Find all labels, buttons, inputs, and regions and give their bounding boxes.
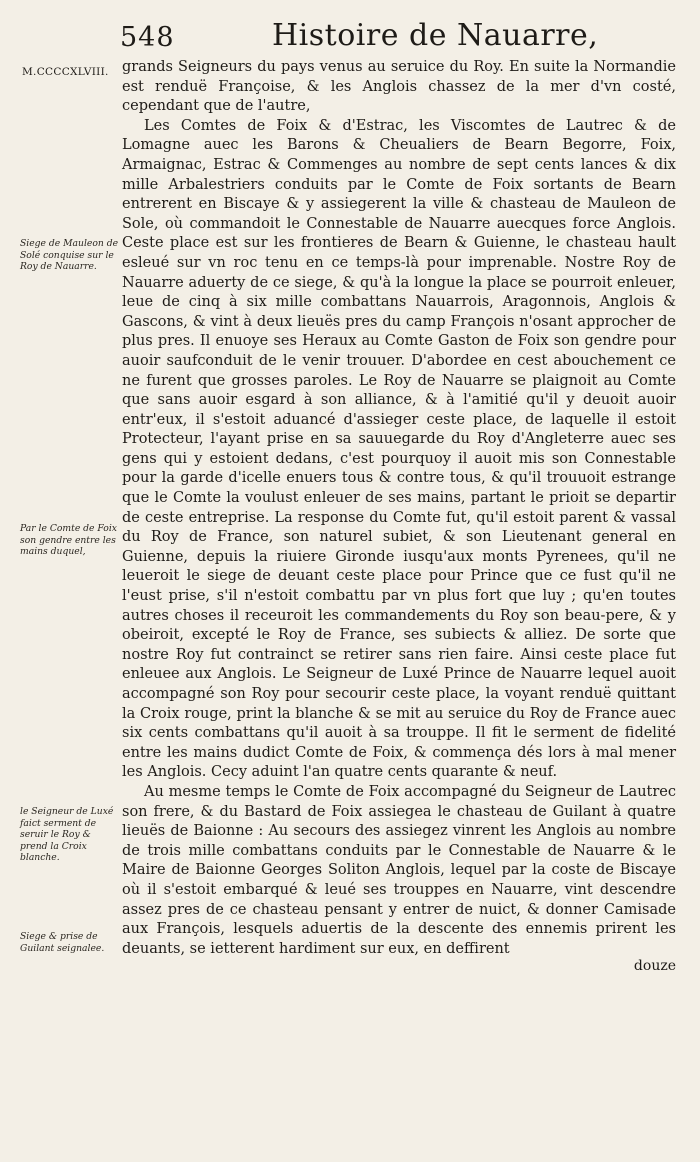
body-text <box>122 58 676 977</box>
paragraph-2: Les Comtes de Foix & d'Estrac, les Viscomtes de Lautrec & de Lomagne auec les Barons & Cheualiers de Bearn Begorre, Foix, Armaignac, Estrac & Commenges au nombre de sept cents lances & dix mille Arbalestriers conduits par le Comte de Foix sortants de Bearn entrerent en Biscaye & y assiegerent la ville & chasteau de Mauleon de Sole, où commandoit le Connestable de Nauarre auecques force Anglois. Ceste place est sur les frontieres de Bearn & Guienne, le chasteau hault esleué sur vn roc tenu en ce temps-là pour imprenable. Nostre Roy de Nauarre aduerty de ce siege, & qu'à la longue la place se pourroit enleuer, leue de cinq à six mille combattans Nauarrois, Aragonnois, Anglois & Gascons, & vint à deux lieuës pres du camp François n'osant approcher de plus pres. Il enuoye ses Heraux au Comte Gaston de Foix son gendre pour auoir saufconduit de le venir trouuer. D'abordee en cest abouchement ce ne furent que grosses paroles. Le Roy de Nauarre se plaignoit au Comte que sans auoir esgard à son alliance, & à l'amitié qu'il y deuoit auoir entr'eux, il s'estoit aduancé d'assieger ceste place, de laquelle il estoit Protecteur, l'ayant prise en sa sauuegarde du Roy d'Angleterre auec ses gens qui y estoient dedans, c'est pourquoy il auoit mis son Connestable pour la garde d'icelle enuers tous & contre tous, & qu'il trouuoit estrange que le Comte la voulust enleuer de ses mains, partant le prioit se departir de ceste entreprise. La response du Comte fut, qu'il estoit parent & vassal du Roy de France, son naturel subiet, & son Lieutenant general en Guienne, depuis la riuiere Gironde iusqu'aux monts Pyrenees, qu'il ne leueroit le siege de deuant ceste place pour Prince que ce fust qu'il ne l'eust prise, s'il n'estoit combattu par vn plus fort que luy ; qu'en toutes autres choses il receuroit les commandements du Roy son beau-pere, & y obeiroit, excepté le Roy de France, ses subiects & alliez. De sorte que nostre Roy fut contrainct se retirer sans rien faire. Ainsi ceste place fut enleuee aux Anglois. Le Seigneur de Luxé Prince de Nauarre lequel auoit accompagné son Roy pour secourir ceste place, la voyant renduë quittant la Croix rouge, print la blanche & se mit au seruice du Roy de France auec six cents combattans qu'il auoit à sa trouppe. Il fit le serment de fidelité entre les mains dudict Comte de Foix, & commença dés lors à mal mener les Anglois. Cecy aduint l'an quatre cents quarante & neuf. <box>122 117 676 781</box>
catchword: douze <box>633 958 676 975</box>
paragraph-3: Au mesme temps le Comte de Foix accompagné du Seigneur de Lautrec son frere, & du Bastard de Foix assiegea le chasteau de Guilant à quatre lieuës de Baionne : Au secours des assiegez vinrent les Anglois au nombre de trois mille combattans conduits par le Connestable de Nauarre & le Maire de Baionne Georges Soliton Anglois, lequel par la coste de Biscaye où il s'estoit embarqué & leué ses trouppes en Nauarre, vint descendre assez pres de ce chasteau pensant y entrer de nuict, & donner Camisade aux François, lesquels aduertis de la descente des ennemis prirent les deuants, se ietterent hardiment sur eux, en deffirent <box>122 783 676 957</box>
margin-note-seigneur-de-luxe: le Seigneur de Luxé faict serment de seruir le Roy & prend la Croix blanche. <box>20 806 114 864</box>
page-number: 548 <box>120 22 175 53</box>
margin-note-comte-de-foix: Par le Comte de Foix son gendre entre les mains duquel, <box>20 523 117 558</box>
running-title: Histoire de Nauarre, <box>272 18 599 53</box>
year-margin-note: M.CCCCXLVIII. <box>22 66 109 78</box>
paragraph-1: grands Seigneurs du pays venus au seruice du Roy. En suite la Normandie est renduë Françoise, & les Anglois chassez de la mer d'vn costé, cependant que de l'autre, <box>122 59 676 115</box>
margin-note-mauleon: Siege de Mauleon de Solé conquise sur le Roy de Nauarre. <box>20 238 119 273</box>
margin-note-guilant: Siege & prise de Guilant seignalee. <box>20 931 105 954</box>
